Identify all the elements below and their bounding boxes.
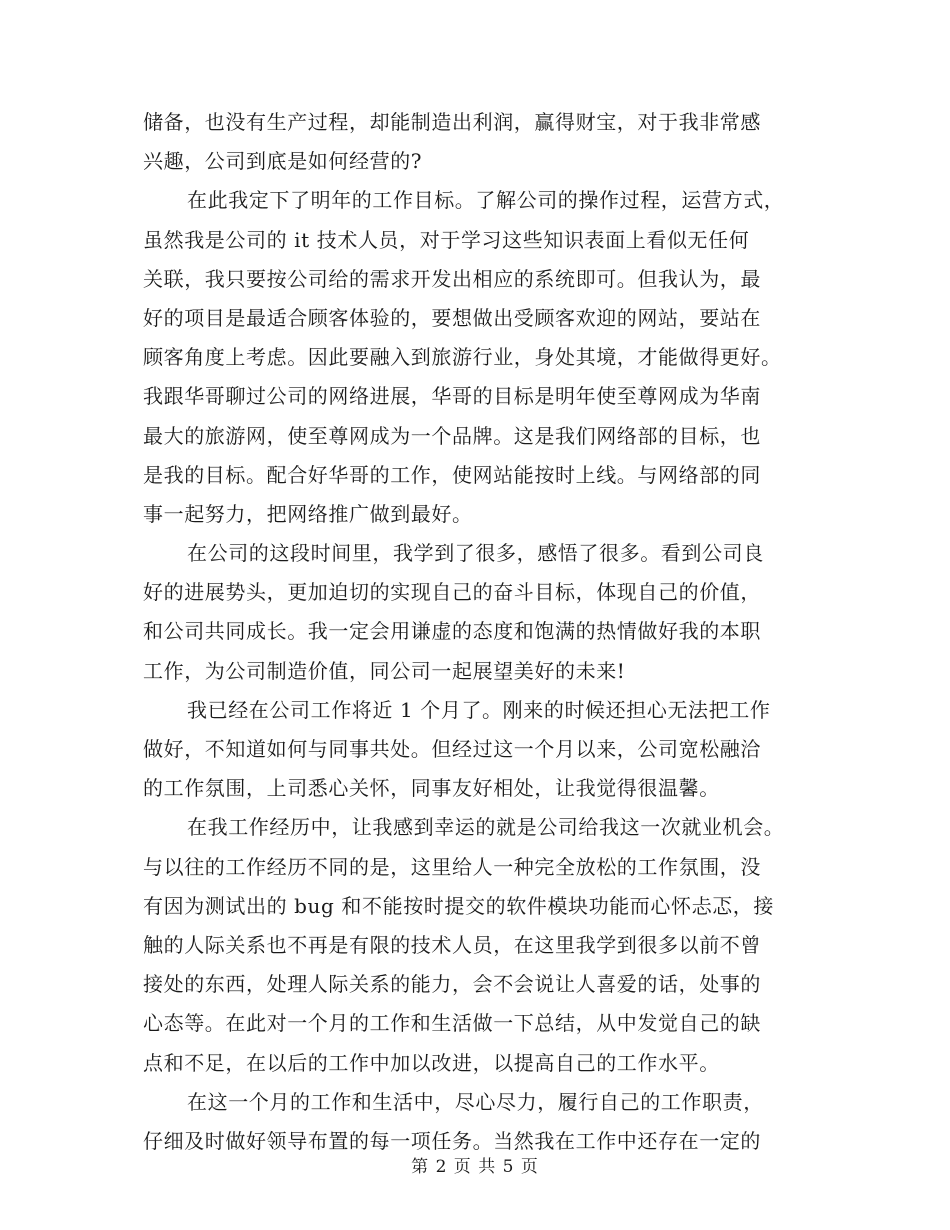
paragraph-start-line: 我已经在公司工作将近 1 个月了。刚来的时候还担心无法把工作 xyxy=(187,697,771,722)
paragraph-start-line: 在这一个月的工作和生活中，尽心尽力，履行自己的工作职责， xyxy=(187,1089,764,1114)
paragraph-start-line: 在此我定下了明年的工作目标。了解公司的操作过程，运营方式， xyxy=(187,188,785,213)
text-line: 最大的旅游网，使至尊网成为一个品牌。这是我们网络部的目标，也 xyxy=(143,423,761,448)
text-line: 做好，不知道如何与同事共处。但经过这一个月以来，公司宽松融洽 xyxy=(143,737,761,761)
text-line: 与以往的工作经历不同的是，这里给人一种完全放松的工作氛围，没 xyxy=(143,854,761,879)
text-line: 关联，我只要按公司给的需求开发出相应的系统即可。但我认为，最 xyxy=(143,266,761,291)
text-line: 仔细及时做好领导布置的每一项任务。当然我在工作中还存在一定的 xyxy=(143,1128,761,1153)
text-line: 和公司共同成长。我一定会用谦虚的态度和饱满的热情做好我的本职 xyxy=(143,619,761,644)
paragraph-start-line: 在我工作经历中，让我感到幸运的就是公司给我这一次就业机会。 xyxy=(187,815,785,840)
text-line: 虽然我是公司的 it 技术人员，对于学习这些知识表面上看似无任何 xyxy=(143,227,750,252)
text-line: 我跟华哥聊过公司的网络进展，华哥的目标是明年使至尊网成为华南 xyxy=(143,384,761,409)
text-line: 好的项目是最适合顾客体验的，要想做出受顾客欢迎的网站，要站在 xyxy=(143,305,761,330)
document-body xyxy=(143,103,808,1161)
text-line: 兴趣，公司到底是如何经营的? xyxy=(143,149,423,174)
text-line: 事一起努力，把网络推广做到最好。 xyxy=(143,501,473,526)
text-line: 顾客角度上考虑。因此要融入到旅游行业，身处其境，才能做得更好。 xyxy=(143,345,782,370)
text-line: 好的进展势头，更加迫切的实现自己的奋斗目标，体现自己的价值， xyxy=(143,580,761,605)
text-line: 有因为测试出的 bug 和不能按时提交的软件模块功能而心怀忐忑，接 xyxy=(143,893,775,918)
text-line: 心态等。在此对一个月的工作和生活做一下总结，从中发觉自己的缺 xyxy=(143,1011,761,1036)
text-line: 工作，为公司制造价值，同公司一起展望美好的未来! xyxy=(143,658,626,683)
text-line: 储备，也没有生产过程，却能制造出利润，赢得财宝，对于我非常感 xyxy=(143,110,761,134)
text-line: 触的人际关系也不再是有限的技术人员，在这里我学到很多以前不曾 xyxy=(143,932,761,957)
text-line: 接处的东西，处理人际关系的能力，会不会说让人喜爱的话，处事的 xyxy=(143,972,761,997)
text-line: 的工作氛围，上司悉心关怀，同事友好相处，让我觉得很温馨。 xyxy=(143,776,720,801)
text-line: 点和不足，在以后的工作中加以改进，以提高自己的工作水平。 xyxy=(143,1050,720,1075)
text-line: 是我的目标。配合好华哥的工作，使网站能按时上线。与网络部的同 xyxy=(143,462,761,487)
page-number-footer: 第 2 页 共 5 页 xyxy=(411,1157,539,1177)
paragraph-start-line: 在公司的这段时间里，我学到了很多，感悟了很多。看到公司良 xyxy=(187,541,764,566)
